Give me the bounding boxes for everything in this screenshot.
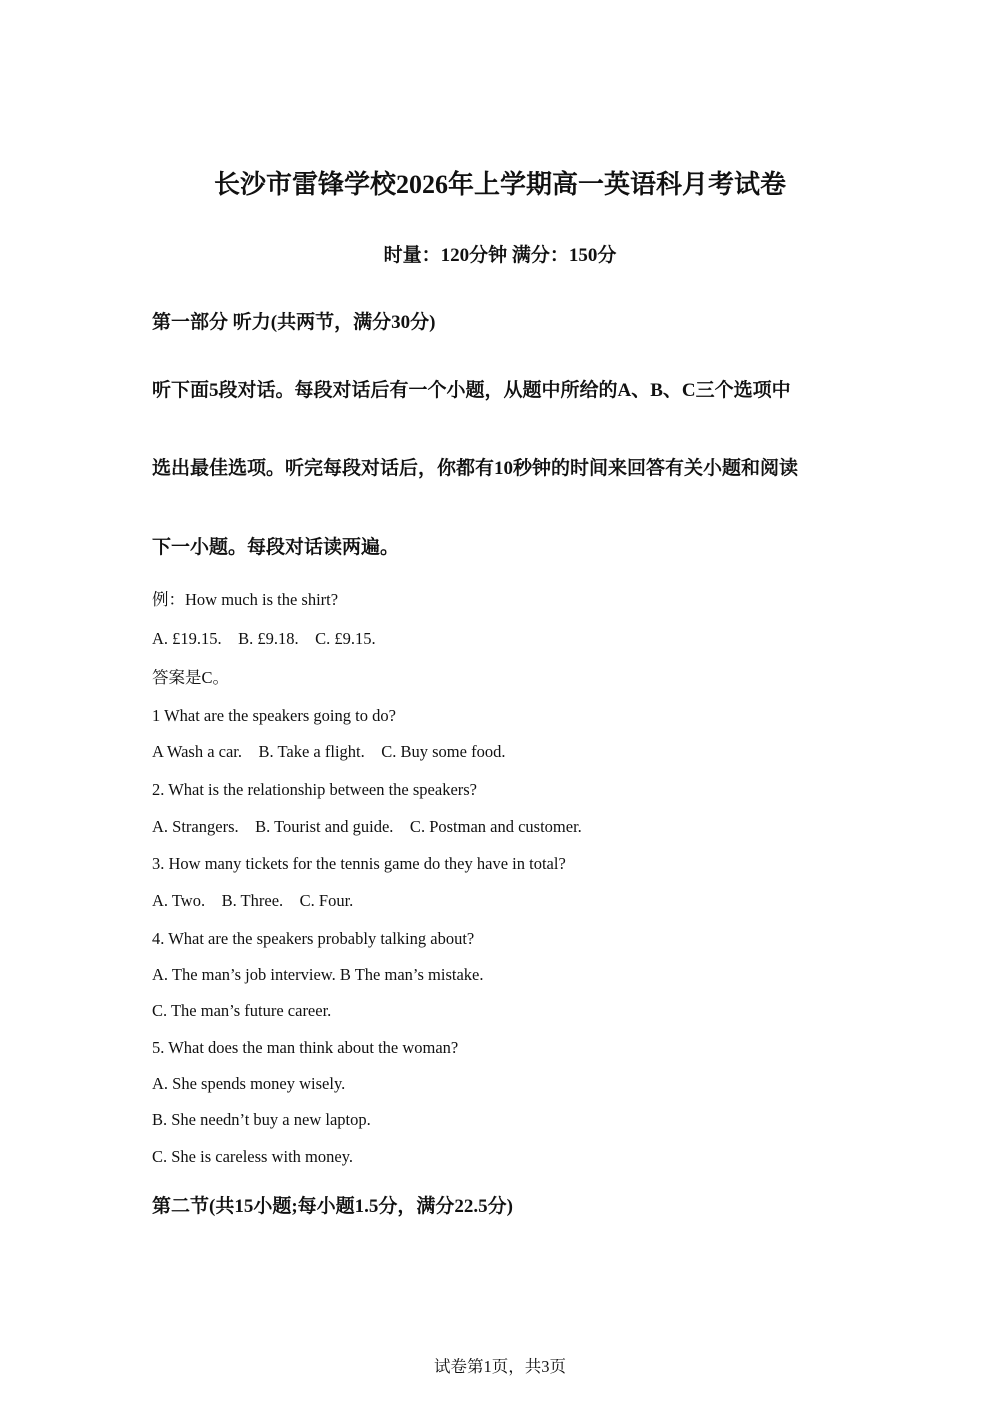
instruction-line: 选出最佳选项。听完每段对话后，你都有10秒钟的时间来回答有关小题和阅读 [152,458,799,479]
question-options: C. She is careless with money. [152,1147,354,1166]
question-stem: 4. What are the speakers probably talking about? [152,929,475,948]
question-options: B. She needn’t buy a new laptop. [152,1110,371,1129]
question-options: A. The man’s job interview. B The man’s mistake. [152,965,484,984]
example-options: A. £19.15. B. £9.18. C. £9.15. [152,629,376,648]
part1-heading: 第一部分 听力(共两节，满分30分) [152,312,436,333]
exam-title: 长沙市雷锋学校2026年上学期高一英语科月考试卷 [213,170,786,199]
section2-heading: 第二节(共15小题;每小题1.5分，满分22.5分) [152,1196,513,1217]
question-options: C. The man’s future career. [152,1001,332,1020]
question-stem: 5. What does the man think about the woman? [152,1038,459,1057]
question-options: A Wash a car. B. Take a flight. C. Buy some food. [152,742,506,761]
page-number: 试卷第1页，共3页 [434,1357,566,1376]
example-question: 例：How much is the shirt? [152,590,339,609]
question-stem: 3. How many tickets for the tennis game do they have in total? [152,854,566,873]
question-stem: 2. What is the relationship between the speakers? [152,780,478,799]
instruction-line: 下一小题。每段对话读两遍。 [152,537,400,558]
question-stem: 1 What are the speakers going to do? [152,706,396,725]
question-options: A. Two. B. Three. C. Four. [152,891,354,910]
instruction-line: 听下面5段对话。每段对话后有一个小题，从题中所给的A、B、C三个选项中 [152,380,791,401]
question-options: A. She spends money wisely. [152,1074,346,1093]
example-answer: 答案是C。 [152,668,230,687]
question-options: A. Strangers. B. Tourist and guide. C. Postman and customer. [152,817,582,836]
exam-time-score: 时量：120分钟 满分：150分 [383,245,617,266]
